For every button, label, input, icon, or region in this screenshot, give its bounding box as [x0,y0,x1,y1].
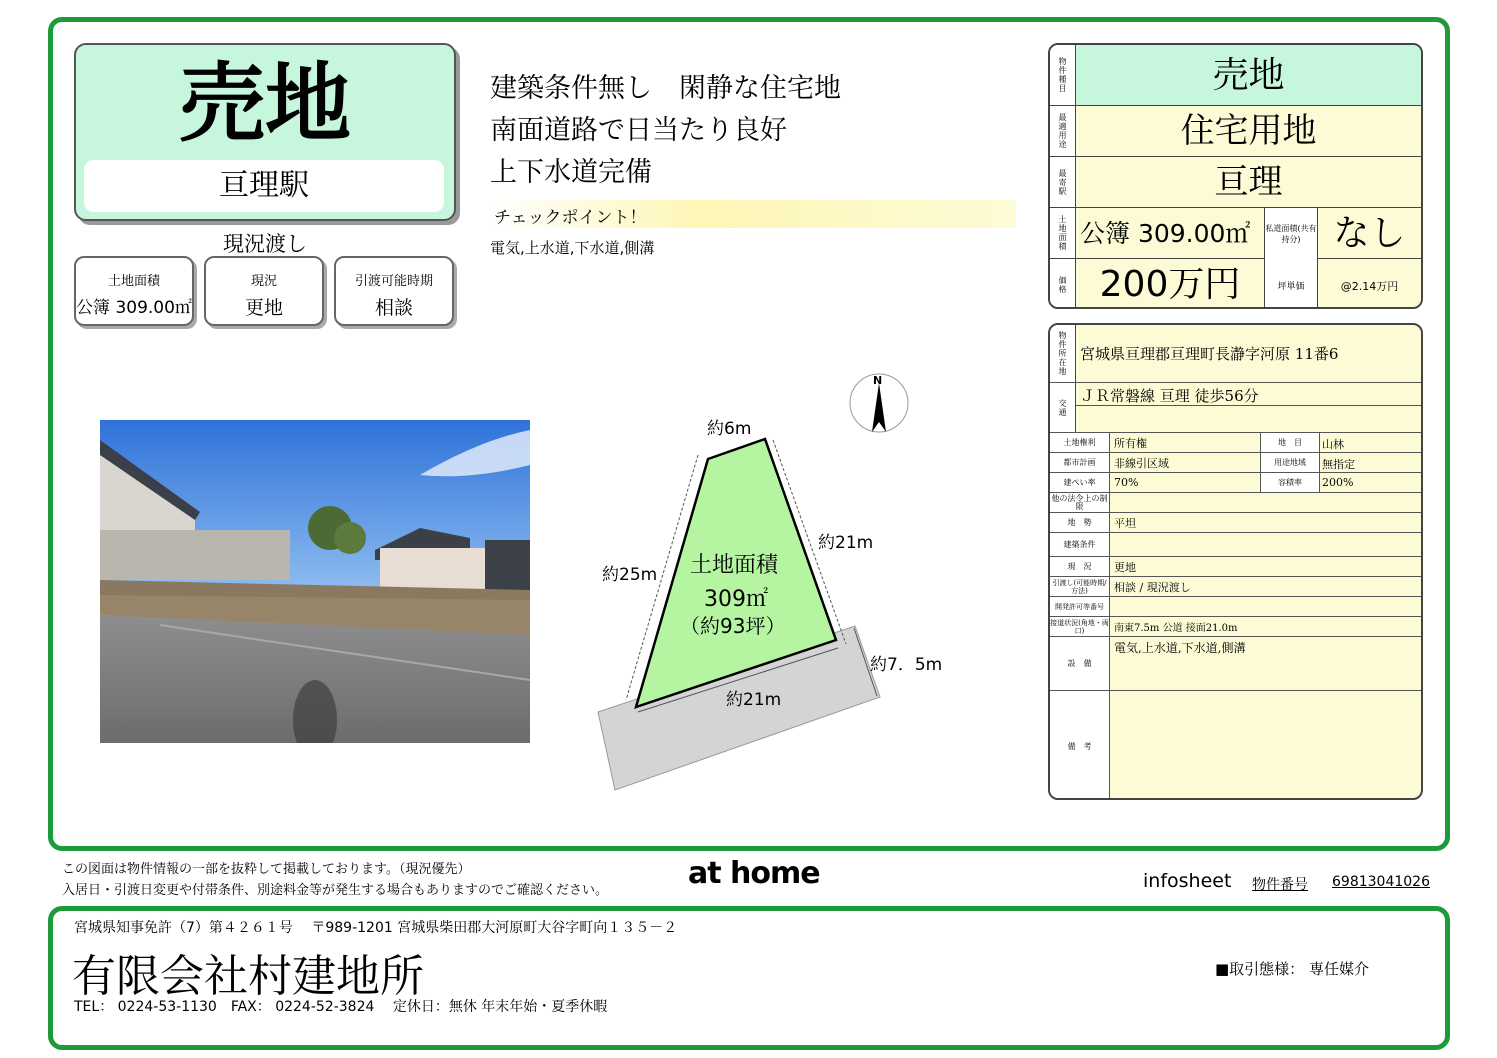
headline-1: 建築条件無し 閑静な住宅地 [490,73,841,104]
detail-permit: 開発許可等番号 [1050,597,1421,617]
map-area-tsubo: （約93坪） [680,614,786,638]
compass-n: N [873,374,883,387]
map-area-value: 309㎡ [704,587,768,612]
property-number-label: 物件番号 [1252,877,1308,893]
summary-row-price: 価格 200万円 坪単価 @2.14万円 [1050,259,1421,309]
summary-row-use: 最適用途 住宅用地 [1050,106,1421,157]
summary-row-station: 最寄駅 亘理 [1050,157,1421,208]
detail-road: 接道状況(角地・両口) 南東7.5m 公道 接面21.0m [1050,617,1421,637]
dim-top: 約6m [707,419,752,439]
map-area-title: 土地面積 [690,553,779,578]
detail-table [1048,323,1423,800]
station-label: 亘理駅 [84,160,444,212]
detail-transport: 交通 ＪＲ常磐線 亘理 徒歩56分 [1050,383,1421,433]
property-type-title: 売地 [179,54,351,154]
detail-location: 物件所在地 宮城県亘理郡亘理町長瀞字河原 11番6 [1050,325,1421,383]
transaction-type: ■取引態様： 専任媒介 [1215,960,1369,978]
checkpoint-label: チェックポイント！ [494,208,647,228]
handover-note: 現況渡し [223,232,307,256]
license-line: 宮城県知事免許（7）第４２６１号 〒989-1201 宮城県柴田郡大河原町大谷字町向１３５－２ [74,920,678,936]
site-map [590,360,960,800]
type-box [74,43,456,221]
infosheet-label: infosheet [1143,870,1232,892]
dim-right: 約21m [818,533,874,553]
property-number: 69813041026 [1332,874,1430,890]
contact-line: TEL： 0224-53-1130 FAX： 0224-52-3824 定休日：無休 年末年始・夏季休暇 [74,999,608,1015]
summary-row-area: 土地面積 公簿 309.00㎡ 私道面積(共有持分) なし [1050,208,1421,259]
headline-3: 上下水道完備 [490,157,652,188]
dim-road: 約7．5m [870,655,943,675]
summary-table [1048,43,1423,309]
dim-left: 約25m [602,565,658,585]
dim-bottom: 約21m [726,690,782,710]
detail-building-cond: 建築条件 [1050,533,1421,557]
detail-city-plan: 都市計画 非線引区域 用途地域 無指定 [1050,453,1421,473]
detail-land-right: 土地権利 所有権 地 目 山林 [1050,433,1421,453]
detail-other-law: 他の法令上の制限 [1050,493,1421,513]
athome-logo: at home [688,856,820,891]
company-name: 有限会社村建地所 [72,951,424,1002]
detail-terrain: 地 勢 平坦 [1050,513,1421,533]
card-area: 土地面積 公簿 309.00㎡ [74,256,194,326]
detail-handover: 引渡し(可能時期/方法) 相談 / 現況渡し [1050,577,1421,597]
footer-note-2: 入居日・引渡日変更や付帯条件、別途料金等が発生する場合もありますのでご確認ください。 [62,883,609,898]
card-handover-time: 引渡可能時期 相談 [334,256,454,326]
checkpoint-text: 電気,上水道,下水道,側溝 [490,239,655,257]
detail-status: 現 況 更地 [1050,557,1421,577]
detail-facility: 設 備 電気,上水道,下水道,側溝 [1050,637,1421,691]
detail-coverage: 建ぺい率 70% 容積率 200% [1050,473,1421,493]
site-photo [100,420,530,743]
summary-row-type: 物件種目 売地 [1050,45,1421,106]
card-status: 現況 更地 [204,256,324,326]
detail-remarks: 備 考 [1050,691,1421,800]
footer-note-1: この図面は物件情報の一部を抜粋して掲載しております。（現況優先） [62,862,471,877]
headline-2: 南面道路で日当たり良好 [490,115,787,146]
